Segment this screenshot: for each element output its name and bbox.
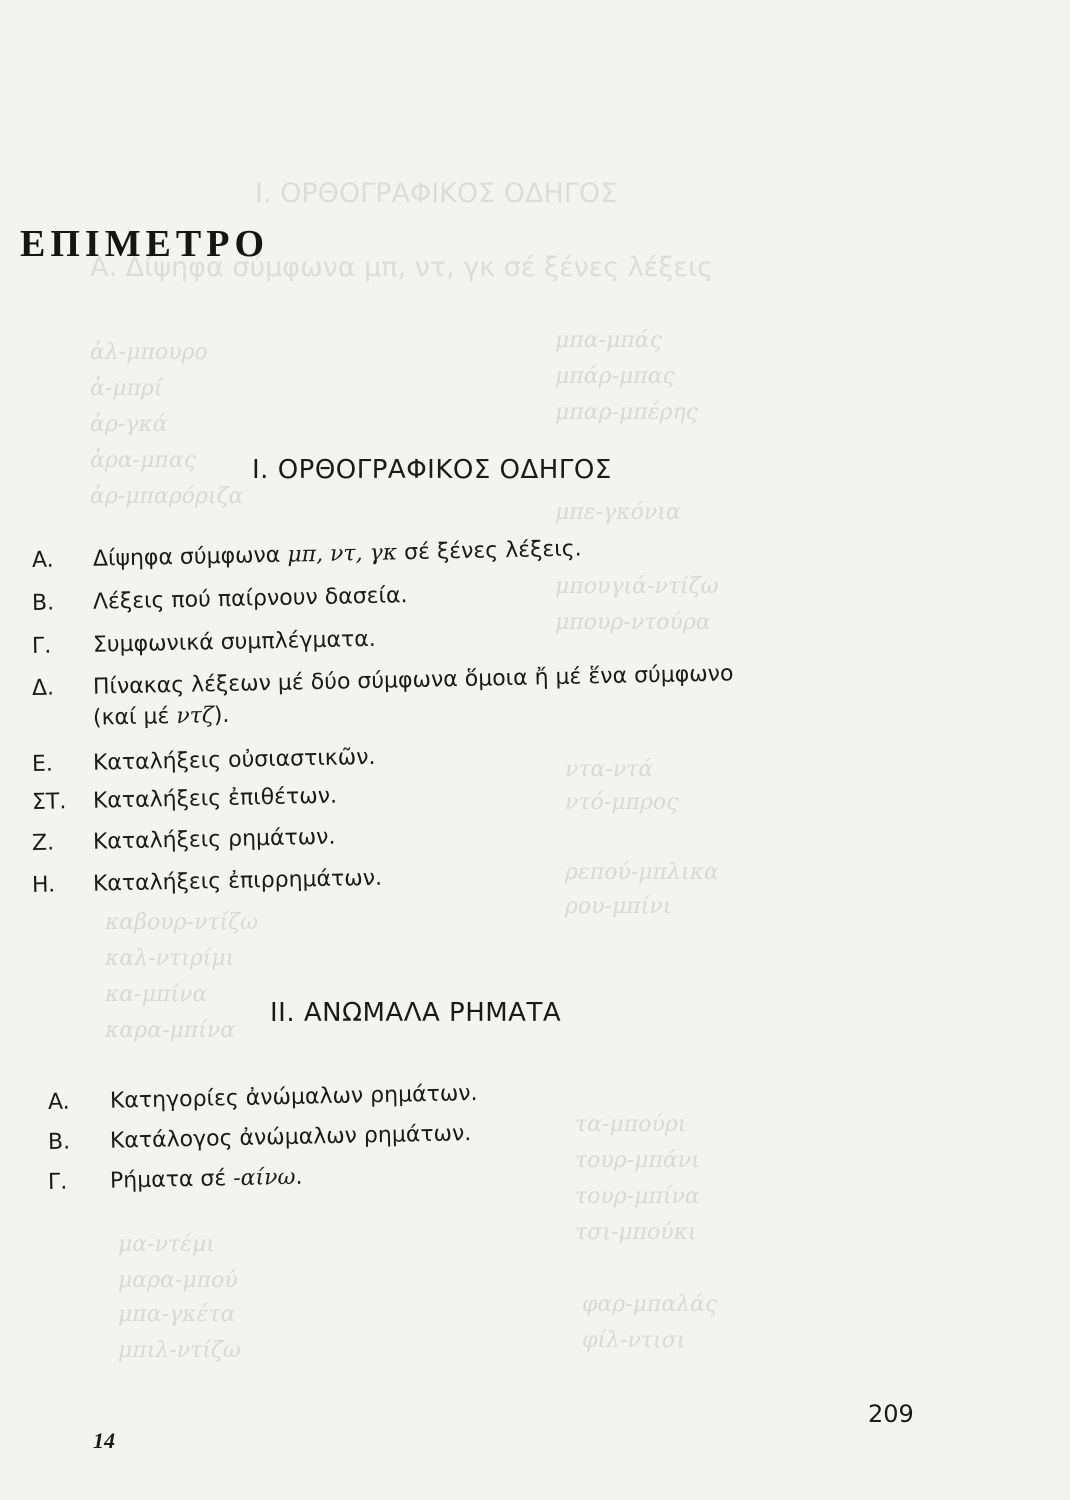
list-item-text-italic: ντζ [176,703,215,729]
showthrough-col1: μπα-γκέτα [118,1302,236,1327]
list-item-text-main: Πίνακας λέξεων μέ δύο σύμφωνα ὅμοια ἤ μέ ἕνα σύμφωνο [92,661,734,700]
list-item-text [93,661,734,699]
list-item-text [93,866,383,897]
list-item-text-main: Καταλήξεις ρημάτων. [92,824,336,855]
showthrough-col2: μπουγιά-ντίζω [555,574,719,599]
list-item-letter: Z. [31,830,55,856]
showthrough-col2: ρεπού-μπλικα [565,860,719,885]
showthrough-col2: μπάρ-μπας [555,364,675,389]
list-item-text [93,627,376,658]
list-item [32,702,230,732]
list-item-letter: A. [47,1089,70,1115]
list-item [31,536,582,573]
showthrough-subheading: Α. Δίψηφα σύμφωνα μπ, ντ, γκ σέ ξένες λέξεις [90,252,713,283]
page-number: 209 [868,1400,914,1428]
list-item-text-italic: -αίνω [232,1164,296,1192]
showthrough-col1: καβουρ-ντίζω [105,910,259,935]
showthrough-col2: ντα-ντά [565,757,654,782]
list-item-letter: H. [31,872,56,898]
list-item-text [110,1165,303,1194]
list-item-text-italic: μπ, ντ, γκ [287,540,398,568]
showthrough-col2: ρου-μπίνι [565,894,672,919]
section-heading-orthography: I. ΟΡΘΟΓΡΑΦΙΚΟΣ ΟΔΗΓΟΣ [252,455,612,485]
showthrough-col1: μαρα-μπού [118,1268,238,1293]
list-item [31,583,408,616]
list-item-text-main: Κατάλογος ἀνώμαλων ρημάτων. [109,1121,472,1154]
list-item-text-main: Συμφωνικά συμπλέγματα. [92,626,377,658]
showthrough-col1: ἀ-μπρί [90,376,163,401]
showthrough-col1: ἀρ-μπαρόριζα [90,484,244,509]
list-item-letter: E. [31,751,54,777]
showthrough-col2: φίλ-ντισι [582,1328,686,1353]
list-item [31,744,376,777]
list-item [47,1081,478,1115]
showthrough-heading: Ι. ΟΡΘΟΓΡΑΦΙΚΟΣ ΟΔΗΓΟΣ [255,178,618,209]
list-item-text-main: Ρήματα σέ [109,1166,234,1194]
list-item-text [93,583,408,615]
list-item-text-tail: σέ ξένες λέξεις. [396,536,582,566]
list-item-text-main: Καταλήξεις ἐπιρρημάτων. [92,865,383,897]
showthrough-col2: τουρ-μπάνι [575,1148,700,1173]
showthrough-col1: καλ-ντιρίμι [105,946,235,971]
showthrough-col2: μπα-μπάς [555,328,662,353]
list-item-text [110,1121,472,1154]
showthrough-col2: φαρ-μπαλάς [582,1292,718,1317]
list-item [47,1164,303,1195]
showthrough-col2: μπουρ-ντούρα [555,610,711,635]
showthrough-col1: κα-μπίνα [105,982,208,1007]
list-item-text-main: (καί μέ [92,703,177,731]
showthrough-col1: ἀρα-μπας [90,448,197,473]
list-item-text [93,745,376,776]
list-item-text [93,703,230,731]
section-heading-irregular-verbs: II. ΑΝΩΜΑΛΑ ΡΗΜΑΤΑ [270,998,562,1028]
list-item-text [93,784,338,814]
list-item-text-main: Καταλήξεις ἐπιθέτων. [92,783,338,814]
showthrough-col1: καρα-μπίνα [105,1018,236,1043]
page-title: ΕΠΙΜΕΤΡΟ [20,223,270,265]
list-item [31,865,383,898]
list-item [31,783,338,815]
list-item-letter: Δ. [31,675,55,701]
list-item-letter: B. [47,1129,71,1155]
showthrough-col2: μπε-γκόνια [555,500,681,525]
showthrough-col2: τα-μπούρι [575,1112,687,1137]
list-item [31,626,377,659]
list-item-text-tail: . [295,1164,303,1190]
showthrough-col2: μπαρ-μπέρης [555,400,698,425]
list-item-text [93,825,336,855]
list-item-letter: Γ. [31,633,52,659]
showthrough-col2: τσι-μπούκι [575,1220,697,1245]
showthrough-col1: μα-ντέμι [118,1232,215,1257]
list-item-text [110,1081,478,1114]
showthrough-col2: τουρ-μπίνα [575,1184,700,1209]
list-item [31,661,734,701]
list-item-text-main: Δίψηφα σύμφωνα [92,542,288,572]
showthrough-col1: ἀλ-μπουρο [90,340,208,365]
list-item-text [93,536,582,571]
list-item-letter: Γ. [47,1169,68,1195]
list-item-text-main: Κατηγορίες ἀνώμαλων ρημάτων. [109,1081,478,1114]
showthrough-col1: ἀρ-γκά [90,412,168,437]
showthrough-col1: μπιλ-ντίζω [118,1338,241,1363]
list-item [31,824,336,856]
list-item-text-main: Λέξεις πού παίρνουν δασεία. [92,583,408,615]
list-item-letter: ΣΤ. [31,789,67,815]
list-item-letter: A. [31,547,54,573]
list-item-text-main: Καταλήξεις οὐσιαστικῶν. [92,744,376,776]
list-item-letter: B. [31,590,55,616]
list-item-text-tail: ). [213,702,230,729]
page-signature: 14 [93,1428,115,1453]
showthrough-col2: ντό-μπρος [565,790,679,815]
list-item [47,1121,472,1155]
